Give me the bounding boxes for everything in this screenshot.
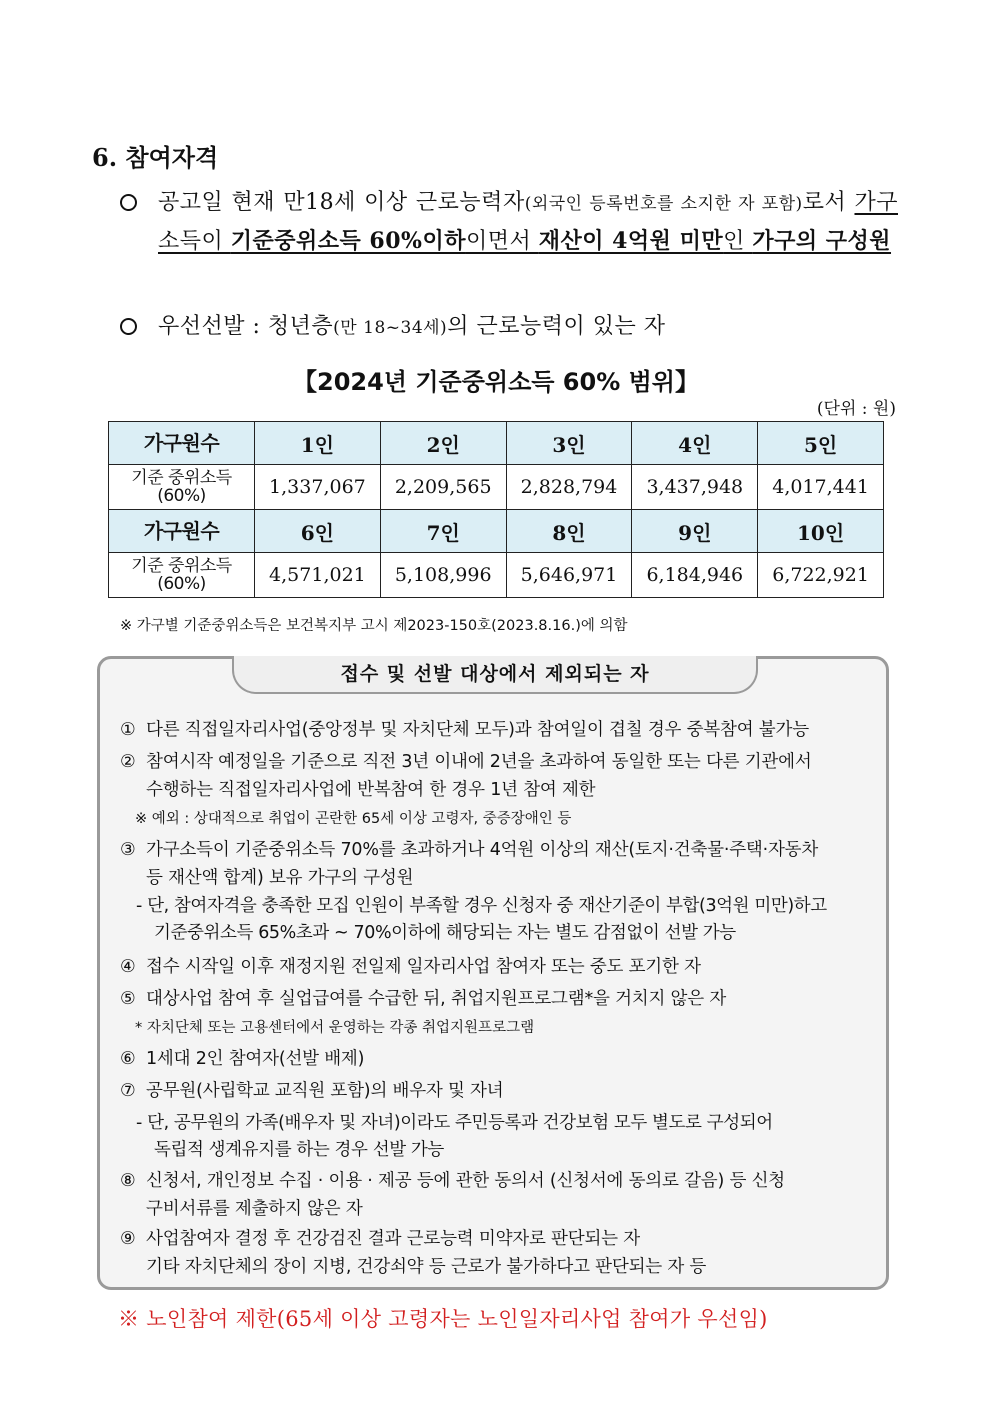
bullet-text: 우선선발 : 청년층 <box>158 314 334 339</box>
table-cell: 5,108,996 <box>380 553 506 598</box>
bullet-text: 공고일 현재 만18세 이상 근로능력자 <box>158 190 525 215</box>
bullet-text-small: (외국인 등록번호를 소지한 자 포함) <box>524 194 803 214</box>
table-cell: 4,571,021 <box>255 553 381 598</box>
bullet-eligibility <box>120 184 898 260</box>
underlined-condition: 가구소득이 기준중위소득 60%이하이면서 재산이 4억원 미만인 가구의 구성원 <box>158 190 898 254</box>
table-cell: 1,337,067 <box>255 465 381 510</box>
table-cell: 6,722,921 <box>758 553 884 598</box>
row-label: 기준 중위소득 (60%) <box>109 553 255 598</box>
table-cell: 2,828,794 <box>506 465 632 510</box>
table-cell: 5,646,971 <box>506 553 632 598</box>
table-cell: 3,437,948 <box>632 465 758 510</box>
circle-bullet-icon <box>120 194 137 211</box>
bullet-text: 의 근로능력이 있는 자 <box>447 314 666 339</box>
row-label: 가구원수 <box>109 510 255 553</box>
table-cell: 1인 <box>255 422 381 465</box>
table-cell: 3인 <box>506 422 632 465</box>
table-cell: 9인 <box>632 510 758 553</box>
footer-note: ※ 노인참여 제한(65세 이상 고령자는 노인일자리사업 참여가 우선임) <box>118 1307 768 1331</box>
table-cell: 2,209,565 <box>380 465 506 510</box>
bullet-text-small: (만 18~34세) <box>333 318 448 338</box>
table-cell: 6,184,946 <box>632 553 758 598</box>
list-item: ⑧ 신청서, 개인정보 수집 · 이용 · 제공 등에 관한 동의서 (신청서에 동의로 갈음) 등 신청 구비서류를 제출하지 않은 자 <box>120 1171 785 1219</box>
exclusion-box-title: 접수 및 선발 대상에서 제외되는 자 <box>232 656 758 694</box>
table-cell: 10인 <box>758 510 884 553</box>
table-row <box>109 465 884 510</box>
list-item: ⑨ 사업참여자 결정 후 건강검진 결과 근로능력 미약자로 판단되는 자 기타 자치단체의 장이 지병, 건강쇠약 등 근로가 불가하다고 판단되는 자 등 <box>120 1229 707 1277</box>
table-row <box>109 510 884 553</box>
list-item: ① 다른 직접일자리사업(중앙정부 및 자치단체 모두)과 참여일이 겹칠 경우 중복참여 불가능 <box>120 720 809 740</box>
table-note: ※ 가구별 기준중위소득은 보건복지부 고시 제2023-150호(2023.8.16.)에 의함 <box>120 618 628 634</box>
table-cell: 5인 <box>758 422 884 465</box>
table-cell: 8인 <box>506 510 632 553</box>
table-cell: 2인 <box>380 422 506 465</box>
table-cell: 7인 <box>380 510 506 553</box>
list-subnote: * 자치단체 또는 고용센터에서 운영하는 각종 취업지원프로그램 <box>135 1020 535 1036</box>
table-cell: 4인 <box>632 422 758 465</box>
list-item: ⑦ 공무원(사립학교 교직원 포함)의 배우자 및 자녀 <box>120 1081 504 1101</box>
list-subnote: ※ 예외 : 상대적으로 취업이 곤란한 65세 이상 고령자, 중증장애인 등 <box>135 811 572 827</box>
table-title: 【2024년 기준중위소득 60% 범위】 <box>293 368 699 396</box>
list-dash-note: - 단, 참여자격을 충족한 모집 인원이 부족할 경우 신청자 중 재산기준이 부합(3억원 미만)하고 기준중위소득 65%초과 ~ 70%이하에 해당되는 자는 별도 감점없이 선발 가능 <box>136 896 827 943</box>
circle-bullet-icon <box>120 318 137 335</box>
income-table <box>108 421 884 598</box>
list-item: ⑥ 1세대 2인 참여자(선발 배제) <box>120 1049 365 1069</box>
table-row <box>109 553 884 598</box>
list-item: ② 참여시작 예정일을 기준으로 직전 3년 이내에 2년을 초과하여 동일한 또는 다른 기관에서 수행하는 직접일자리사업에 반복참여 한 경우 1년 참여 제한 <box>120 752 812 800</box>
bullet-text: 로서 <box>802 190 855 215</box>
table-cell: 4,017,441 <box>758 465 884 510</box>
table-row <box>109 422 884 465</box>
list-dash-note: - 단, 공무원의 가족(배우자 및 자녀)이라도 주민등록과 건강보험 모두 별도로 구성되어 독립적 생계유지를 하는 경우 선발 가능 <box>136 1113 773 1160</box>
list-item: ③ 가구소득이 기준중위소득 70%를 초과하거나 4억원 이상의 재산(토지·건축물·주택·자동차 등 재산액 합계) 보유 가구의 구성원 <box>120 840 819 888</box>
bullet-priority <box>120 308 898 347</box>
row-label: 기준 중위소득 (60%) <box>109 465 255 510</box>
section-title: 6. 참여자격 <box>92 143 219 172</box>
table-unit: (단위 : 원) <box>816 399 896 419</box>
table-cell: 6인 <box>255 510 381 553</box>
row-label: 가구원수 <box>109 422 255 465</box>
list-item: ⑤ 대상사업 참여 후 실업급여를 수급한 뒤, 취업지원프로그램*을 거치지 않은 자 <box>120 989 727 1009</box>
list-item: ④ 접수 시작일 이후 재정지원 전일제 일자리사업 참여자 또는 중도 포기한 자 <box>120 957 701 977</box>
